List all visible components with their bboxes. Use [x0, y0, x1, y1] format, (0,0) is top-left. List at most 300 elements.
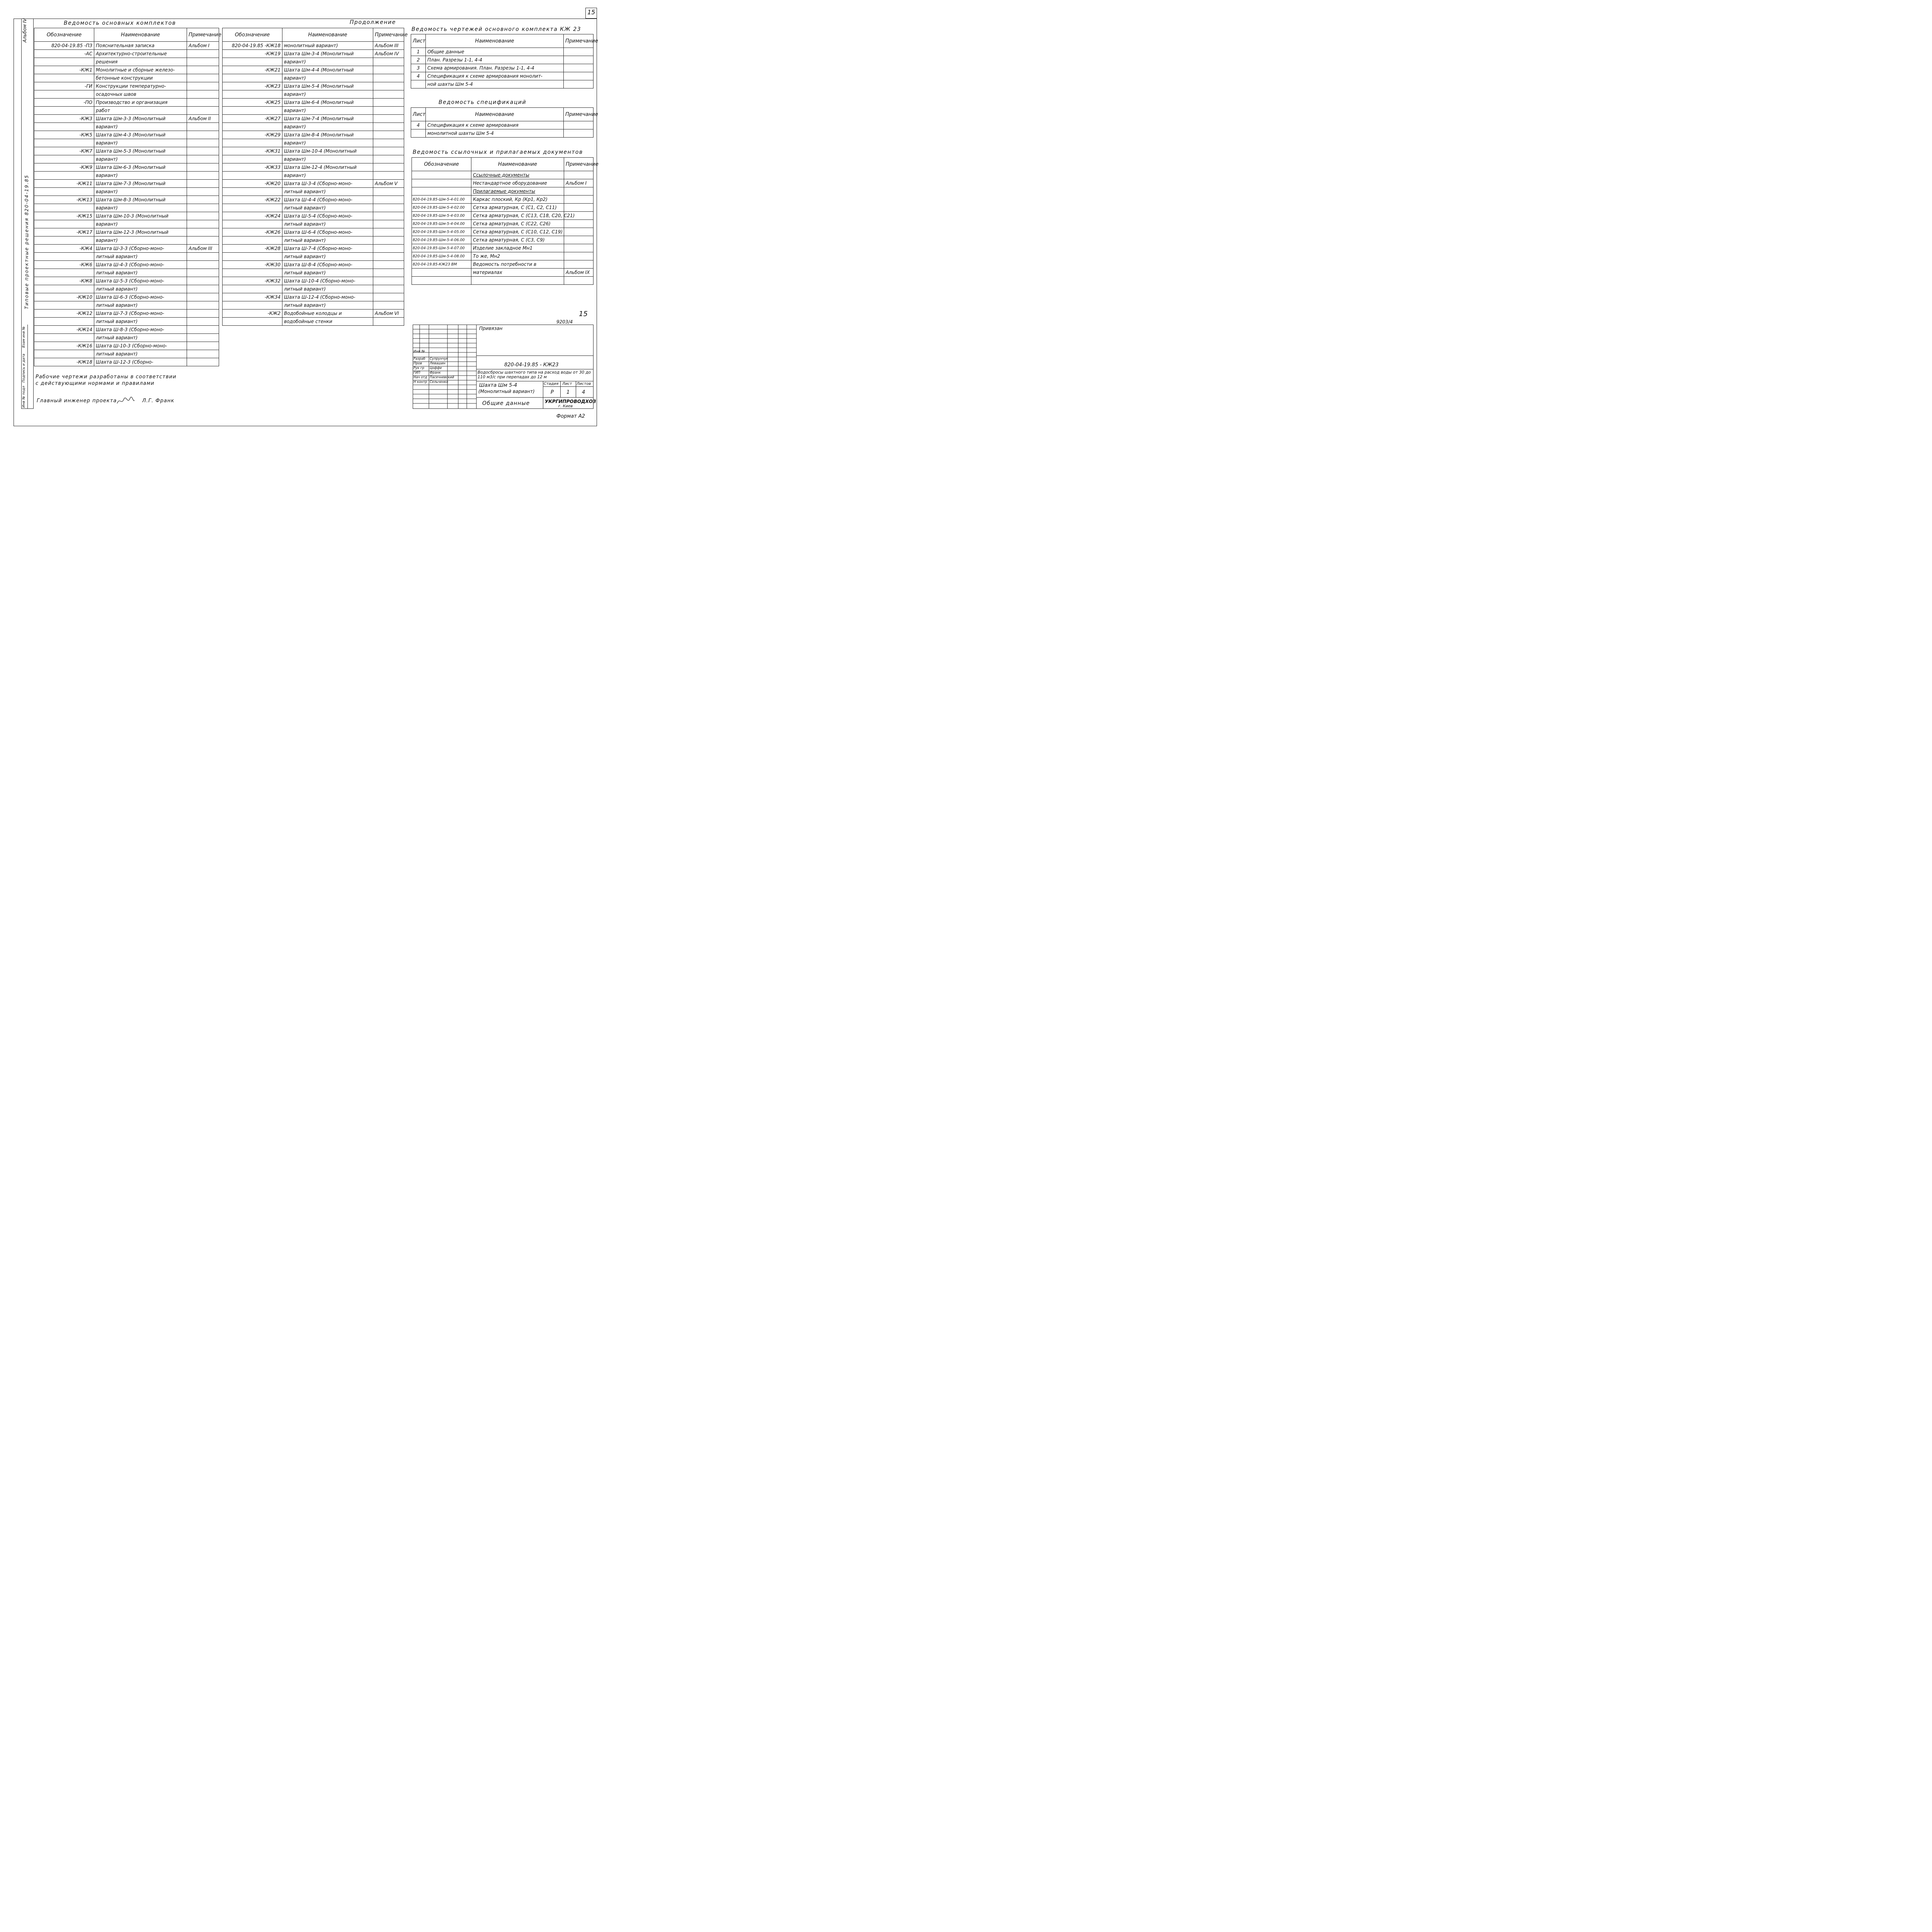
- cell-designation: 3: [411, 64, 426, 72]
- cell-note: [187, 236, 219, 245]
- table-row: [34, 99, 219, 107]
- cell-note: [373, 90, 404, 99]
- cell-name: вариант): [94, 139, 187, 147]
- table-row: [412, 269, 594, 277]
- table-row: [223, 131, 404, 139]
- table-row: [34, 334, 219, 342]
- cell-name: литный вариант): [282, 301, 373, 310]
- stamp-role: Рук гр: [413, 366, 424, 370]
- stamp-city: г. Киев: [558, 404, 573, 408]
- cell-name: вариант): [282, 90, 373, 99]
- cell-designation: [223, 204, 282, 212]
- side-strip-divider: [27, 325, 28, 409]
- format-label: Формат А2: [556, 413, 585, 419]
- table-row: [223, 204, 404, 212]
- cell-note: [373, 123, 404, 131]
- cell-name: Шахта Ш-6-3 (Сборно-моно-: [94, 293, 187, 301]
- cell-designation: -КЖ7: [34, 147, 94, 155]
- cell-designation: 4: [411, 72, 426, 80]
- table-row: [223, 90, 404, 99]
- stamp-role: Пров: [413, 362, 422, 366]
- cell-note: [373, 107, 404, 115]
- cell-note: [564, 72, 594, 80]
- table-row: [223, 245, 404, 253]
- cell-name: Шахта Ш-5-4 (Сборно-моно-: [282, 212, 373, 220]
- cell-designation: 2: [411, 56, 426, 64]
- cell-name: Шахта Шм-6-3 (Монолитный: [94, 163, 187, 172]
- stamp-hline-5: [476, 397, 594, 398]
- header-name: Наименование: [282, 28, 373, 42]
- cell-designation: 820-04-19.85-Шм-5-4-03.00: [412, 212, 471, 220]
- cell-designation: [34, 285, 94, 293]
- cell-name: План. Разрезы 1-1, 4-4: [426, 56, 564, 64]
- table-row: [34, 139, 219, 147]
- cell-designation: -КЖ2: [223, 310, 282, 318]
- main-list-title: Ведомость основных комплектов: [64, 20, 176, 26]
- cell-note: [373, 204, 404, 212]
- cell-note: [187, 139, 219, 147]
- cell-designation: [34, 90, 94, 99]
- cell-note: [187, 318, 219, 326]
- cell-designation: [223, 269, 282, 277]
- cell-name: Шахта Шм-12-4 (Монолитный: [282, 163, 373, 172]
- cell-designation: [34, 204, 94, 212]
- table-row: [412, 171, 594, 179]
- cell-note: [373, 147, 404, 155]
- cell-designation: 4: [411, 121, 426, 129]
- cell-note: [187, 196, 219, 204]
- header-name: Наименование: [94, 28, 187, 42]
- ref-docs-table: [412, 157, 599, 285]
- cell-note: [564, 244, 594, 252]
- cell-note: [373, 99, 404, 107]
- field-signature: Подпись и дата: [22, 354, 26, 383]
- cell-note: [373, 277, 404, 285]
- cell-designation: -ГИ: [34, 82, 94, 90]
- cell-note: [373, 82, 404, 90]
- cell-note: [187, 90, 219, 99]
- stamp-role: Нач отд: [413, 376, 427, 379]
- cell-name: [471, 277, 564, 285]
- cell-name: литный вариант): [94, 285, 187, 293]
- table-row: [223, 253, 404, 261]
- cell-designation: 820-04-19.85-Шм-5-4-05.00: [412, 228, 471, 236]
- table-row: [411, 64, 594, 72]
- cell-name: Шахта Ш-4-4 (Сборно-моно-: [282, 196, 373, 204]
- cell-designation: -КЖ12: [34, 310, 94, 318]
- stamp-sheets: 4: [582, 389, 585, 395]
- cell-designation: [223, 318, 282, 326]
- cell-designation: [34, 123, 94, 131]
- header-note: Примечание: [564, 108, 594, 121]
- table-row: [412, 236, 594, 244]
- table-row: [34, 220, 219, 228]
- table-row: [34, 115, 219, 123]
- cell-designation: [223, 107, 282, 115]
- cell-name: вариант): [94, 155, 187, 163]
- cell-note: [373, 228, 404, 236]
- table-row: [34, 301, 219, 310]
- table-row: [34, 318, 219, 326]
- cell-note: [187, 147, 219, 155]
- cell-note: [373, 261, 404, 269]
- cell-note: [373, 58, 404, 66]
- continuation-title: Продолжение: [350, 19, 396, 26]
- table-row: [34, 147, 219, 155]
- cell-designation: [223, 155, 282, 163]
- cell-designation: [223, 90, 282, 99]
- signature-mark: [116, 396, 135, 406]
- cell-designation: [34, 188, 94, 196]
- cell-name: Водобойные колодцы и: [282, 310, 373, 318]
- chief-engineer-name: Л.Г. Франк: [142, 398, 175, 404]
- cell-name: Шахта Шм-5-4 (Монолитный: [282, 82, 373, 90]
- stamp-project: Водосбросы шахтного типа на расход воды от 30 до 110 м3/с при перепадах до 12 м: [478, 370, 591, 379]
- field-inv: Инв № подл: [22, 386, 26, 408]
- cell-designation: [223, 172, 282, 180]
- cell-note: [564, 187, 594, 196]
- cell-name: Шахта Шм-3-3 (Монолитный: [94, 115, 187, 123]
- cell-note: Альбом I: [564, 179, 594, 187]
- continuation-table: [222, 28, 408, 326]
- cell-note: Альбом IX: [564, 269, 594, 277]
- stamp-person: Цоффе: [430, 366, 442, 370]
- cell-note: Альбом VI: [373, 310, 404, 318]
- cell-name: Шахта Шм-7-3 (Монолитный: [94, 180, 187, 188]
- cell-name: То же, Мн2: [471, 252, 564, 260]
- cell-note: [187, 212, 219, 220]
- cell-designation: -КЖ25: [223, 99, 282, 107]
- table-row: [34, 131, 219, 139]
- table-row: [223, 66, 404, 74]
- cell-name: литный вариант): [282, 253, 373, 261]
- cell-name: литный вариант): [282, 204, 373, 212]
- cell-designation: -КЖ22: [223, 196, 282, 204]
- cell-note: [373, 301, 404, 310]
- cell-note: [187, 131, 219, 139]
- header-designation: Обозначение: [34, 28, 94, 42]
- cell-note: [187, 342, 219, 350]
- table-row: [411, 56, 594, 64]
- cell-name: вариант): [94, 236, 187, 245]
- cell-name: литный вариант): [94, 334, 187, 342]
- table-row: [223, 228, 404, 236]
- cell-note: Альбом I: [187, 42, 219, 50]
- cell-name: Шахта Ш-10-4 (Сборно-моно-: [282, 277, 373, 285]
- table-row: [411, 80, 594, 88]
- table-row: [34, 172, 219, 180]
- cell-designation: -ПО: [34, 99, 94, 107]
- table-row: [223, 293, 404, 301]
- table-row: [34, 261, 219, 269]
- cell-designation: [34, 236, 94, 245]
- table-row: [34, 326, 219, 334]
- stamp-person: Пасечневский: [430, 376, 454, 379]
- table-row: [34, 228, 219, 236]
- sheet-mark: 15: [579, 310, 588, 318]
- cell-note: [373, 139, 404, 147]
- cell-name: Архитектурно-строительные: [94, 50, 187, 58]
- cell-name: вариант): [94, 204, 187, 212]
- cell-designation: 820-04-19.85-Шм-5-4-08.00: [412, 252, 471, 260]
- table-row: [34, 50, 219, 58]
- cell-note: [187, 334, 219, 342]
- cell-name: Шахта Шм-6-4 (Монолитный: [282, 99, 373, 107]
- cell-note: [187, 99, 219, 107]
- cell-designation: [34, 220, 94, 228]
- cell-name: Шахта Ш-3-4 (Сборно-моно-: [282, 180, 373, 188]
- table-row: [34, 204, 219, 212]
- cell-name: Шахта Шм-8-4 (Монолитный: [282, 131, 373, 139]
- album-label: Альбом IV: [22, 18, 27, 43]
- cell-name: Сетка арматурная, С (С22, С26): [471, 220, 564, 228]
- cell-designation: -КЖ27: [223, 115, 282, 123]
- cell-designation: -КЖ1: [34, 66, 94, 74]
- cell-note: [187, 66, 219, 74]
- stamp-org: УКРГИПРОВОДХОЗ: [545, 399, 596, 404]
- cell-name: литный вариант): [94, 350, 187, 358]
- table-row: [223, 82, 404, 90]
- cell-designation: [223, 253, 282, 261]
- cell-note: [373, 196, 404, 204]
- table-row: [34, 42, 219, 50]
- cell-name: Шахта Ш-7-4 (Сборно-моно-: [282, 245, 373, 253]
- table-row: [34, 163, 219, 172]
- table-row: [223, 99, 404, 107]
- table-row: [412, 260, 594, 269]
- cell-name: Прилагаемые документы: [471, 187, 564, 196]
- cell-designation: [34, 155, 94, 163]
- cell-name: вариант): [94, 220, 187, 228]
- cell-note: [187, 293, 219, 301]
- cell-note: [564, 228, 594, 236]
- cell-designation: 820-04-19.85-Шм-5-4-02.00: [412, 204, 471, 212]
- cell-designation: -КЖ17: [34, 228, 94, 236]
- cell-designation: [412, 269, 471, 277]
- cell-note: [187, 74, 219, 82]
- stamp-person: Супрунчук: [430, 357, 448, 361]
- cell-note: [564, 252, 594, 260]
- cell-note: [187, 58, 219, 66]
- cell-designation: [411, 129, 426, 138]
- cell-name: Сетка арматурная, С (С3, С9): [471, 236, 564, 244]
- table-row: [223, 123, 404, 131]
- cell-note: [187, 172, 219, 180]
- sheet-code: 9203/4: [556, 319, 573, 325]
- cell-name: вариант): [94, 172, 187, 180]
- stamp-role: Н контр: [413, 380, 427, 384]
- cell-designation: [34, 253, 94, 261]
- cell-designation: -КЖ14: [34, 326, 94, 334]
- cell-designation: -КЖ13: [34, 196, 94, 204]
- cell-note: [373, 188, 404, 196]
- cell-name: ной шахты Шм 5-4: [426, 80, 564, 88]
- chief-engineer-label: Главный инженер проекта: [37, 398, 117, 404]
- table-row: [223, 277, 404, 285]
- cell-note: [373, 220, 404, 228]
- cell-designation: 820-04-19.85 -КЖ18: [223, 42, 282, 50]
- cell-name: Сетка арматурная, С (С13, С18, С20, С21): [471, 212, 564, 220]
- cell-name: Сетка арматурная, С (С1, С2, С11): [471, 204, 564, 212]
- cell-note: [187, 326, 219, 334]
- cell-note: [564, 236, 594, 244]
- cell-note: [187, 261, 219, 269]
- table-row: [412, 244, 594, 252]
- header-sheet: Лист: [411, 34, 426, 48]
- cell-name: литный вариант): [94, 318, 187, 326]
- header-name: Наименование: [471, 158, 564, 171]
- cell-note: [564, 129, 594, 138]
- cell-designation: [34, 318, 94, 326]
- stamp-person: Сельченко: [430, 380, 448, 384]
- cell-name: Монолитные и сборные железо-: [94, 66, 187, 74]
- cell-name: вариант): [282, 139, 373, 147]
- cell-note: [373, 212, 404, 220]
- table-row: [34, 123, 219, 131]
- cell-note: [373, 155, 404, 163]
- cell-designation: -КЖ32: [223, 277, 282, 285]
- table-row: [223, 318, 404, 326]
- main-list-table: [34, 28, 219, 366]
- cell-name: литный вариант): [282, 188, 373, 196]
- cell-name: вариант): [94, 188, 187, 196]
- cell-name: Шахта Шм-7-4 (Монолитный: [282, 115, 373, 123]
- cell-designation: -КЖ6: [34, 261, 94, 269]
- table-row: [34, 212, 219, 220]
- cell-designation: 1: [411, 48, 426, 56]
- cell-designation: 820-04-19.85-КЖ23 ВМ: [412, 260, 471, 269]
- chief-signature: [116, 396, 135, 407]
- cell-designation: -КЖ18: [34, 358, 94, 366]
- table-row: [223, 236, 404, 245]
- table-row: [412, 277, 594, 285]
- cell-designation: 820-04-19.85 -ПЗ: [34, 42, 94, 50]
- cell-name: Шахта Шм-10-3 (Монолитный: [94, 212, 187, 220]
- cell-name: литный вариант): [94, 253, 187, 261]
- cell-designation: -КЖ10: [34, 293, 94, 301]
- cell-designation: -АС: [34, 50, 94, 58]
- stamp-person: Левашин: [430, 362, 446, 366]
- cell-note: [373, 115, 404, 123]
- cell-designation: [412, 277, 471, 285]
- cell-name: Спецификация к схеме армирования: [426, 121, 564, 129]
- table-row: [34, 188, 219, 196]
- table-row: [223, 115, 404, 123]
- cell-note: [187, 253, 219, 261]
- cell-note: [373, 172, 404, 180]
- cell-designation: -КЖ26: [223, 228, 282, 236]
- cell-name: Шахта Шм-12-3 (Монолитный: [94, 228, 187, 236]
- cell-name: литный вариант): [282, 285, 373, 293]
- cell-designation: [411, 80, 426, 88]
- stamp-stage-label: Стадия: [544, 382, 559, 386]
- table-row: [411, 72, 594, 80]
- stamp-role: ГИП: [413, 371, 420, 375]
- cell-name: Схема армирования. План. Разрезы 1-1, 4-4: [426, 64, 564, 72]
- header-note: Примечание: [187, 28, 219, 42]
- header-note: Примечание: [564, 34, 594, 48]
- stamp-object-2: (Монолитный вариант): [478, 389, 535, 394]
- stamp-role: Разраб: [413, 357, 425, 361]
- cell-name: вариант): [282, 74, 373, 82]
- cell-note: [187, 269, 219, 277]
- cell-designation: [412, 171, 471, 179]
- ref-docs-title: Ведомость ссылочных и прилагаемых документов: [413, 149, 583, 155]
- cell-note: [373, 318, 404, 326]
- cell-designation: -КЖ5: [34, 131, 94, 139]
- cell-name: Шахта Ш-8-3 (Сборно-моно-: [94, 326, 187, 334]
- table-row: [34, 155, 219, 163]
- table-row: [34, 342, 219, 350]
- cell-name: Шахта Ш-12-4 (Сборно-моно-: [282, 293, 373, 301]
- cell-designation: 820-04-19.85-Шм-5-4-01.00: [412, 196, 471, 204]
- drawings-list-title: Ведомость чертежей основного комплекта КЖ 23: [412, 26, 582, 32]
- cell-designation: [223, 139, 282, 147]
- cell-name: монолитной шахты Шм 5-4: [426, 129, 564, 138]
- header-sheet: Лист: [411, 108, 426, 121]
- header-designation: Обозначение: [223, 28, 282, 42]
- cell-name: Шахта Шм-4-4 (Монолитный: [282, 66, 373, 74]
- cell-designation: -КЖ29: [223, 131, 282, 139]
- cell-designation: [223, 58, 282, 66]
- cell-note: Альбом II: [187, 115, 219, 123]
- cell-designation: -КЖ8: [34, 277, 94, 285]
- cell-designation: 820-04-19.85-Шм-5-4-07.00: [412, 244, 471, 252]
- cell-note: [564, 196, 594, 204]
- cell-designation: -КЖ34: [223, 293, 282, 301]
- cell-designation: [34, 107, 94, 115]
- cell-note: [187, 123, 219, 131]
- cell-note: [373, 236, 404, 245]
- stamp-sheets-label: Листов: [577, 382, 591, 386]
- table-row: [412, 212, 594, 220]
- cell-designation: [34, 301, 94, 310]
- table-row: [412, 228, 594, 236]
- table-row: [223, 147, 404, 155]
- cell-note: [187, 180, 219, 188]
- stamp-sheet-label: Лист: [562, 382, 572, 386]
- cell-note: [187, 228, 219, 236]
- table-row: [412, 187, 594, 196]
- stamp-hline-1: [476, 355, 594, 356]
- cell-note: [187, 188, 219, 196]
- table-row: [34, 66, 219, 74]
- specs-list-table: [411, 107, 598, 138]
- cell-note: [373, 66, 404, 74]
- cell-note: [564, 80, 594, 88]
- table-row: [34, 253, 219, 261]
- cell-name: Шахта Ш-10-3 (Сборно-моно-: [94, 342, 187, 350]
- table-row: [34, 277, 219, 285]
- cell-designation: -КЖ16: [34, 342, 94, 350]
- cell-name: решения: [94, 58, 187, 66]
- cell-name: Спецификация к схеме армирования монолит-: [426, 72, 564, 80]
- cell-note: [564, 220, 594, 228]
- cell-note: [187, 277, 219, 285]
- table-row: [34, 285, 219, 293]
- cell-designation: [34, 269, 94, 277]
- cell-name: Шахта Ш-3-3 (Сборно-моно-: [94, 245, 187, 253]
- cell-designation: [223, 220, 282, 228]
- cell-note: [373, 131, 404, 139]
- cell-name: осадочных швов: [94, 90, 187, 99]
- table-row: [34, 74, 219, 82]
- table-row: [223, 50, 404, 58]
- table-row: [411, 48, 594, 56]
- cell-name: вариант): [282, 172, 373, 180]
- cell-name: вариант): [282, 123, 373, 131]
- table-row: [34, 293, 219, 301]
